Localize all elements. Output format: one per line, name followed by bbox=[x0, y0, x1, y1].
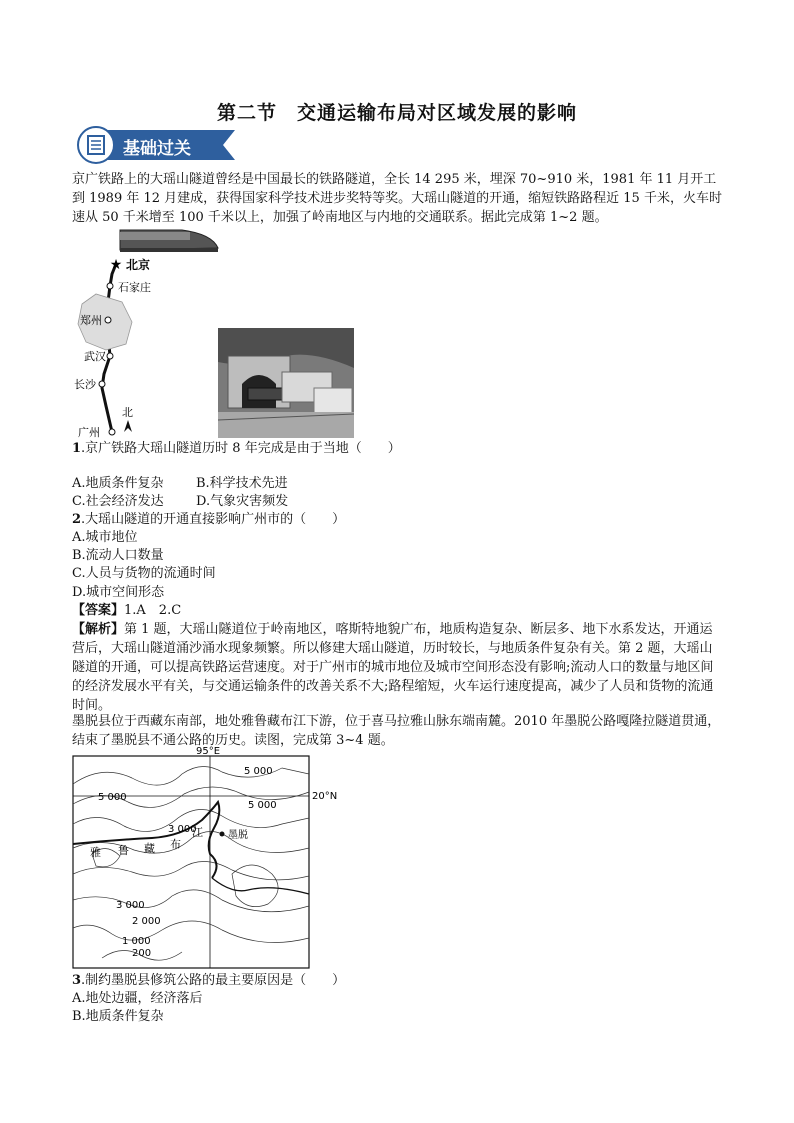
book-icon bbox=[77, 126, 115, 164]
analysis: 【解析】第 1 题，大瑶山隧道位于岭南地区，喀斯特地貌广布，地质构造复杂、断层多、地下水系发达，开通运营后，大瑶山隧道涌沙涌水现象频繁。所以修建大瑶山隧道，历时较长，与地质条件复杂有关。第 2 题，大瑶山隧道的开通，可以提高铁路运营速度。对于广州市的城市地位及城市空间形态没有影响;流动人口的数量与地区间的经济发展水平有关，与交通运输条件的改善关系不大;路程缩短，火车运行速度提高，减少了人员和货物的流通时间。 bbox=[72, 622, 714, 713]
city-beijing: 北京 bbox=[126, 258, 151, 272]
contour-label: 3 000 bbox=[168, 824, 197, 835]
banner-label: 基础过关 bbox=[123, 139, 191, 159]
city-shijiazhuang: 石家庄 bbox=[118, 281, 151, 294]
page-title: 第二节 交通运输布局对区域发展的影响 bbox=[216, 102, 577, 124]
city-marker bbox=[107, 353, 113, 359]
q3-option-b: B.地质条件复杂 bbox=[72, 1009, 164, 1024]
question-1: 1.京广铁路大瑶山隧道历时 8 年完成是由于当地（ ） bbox=[72, 441, 401, 456]
railway-map bbox=[72, 224, 222, 438]
passage-1: 京广铁路上的大瑶山隧道曾经是中国最长的铁路隧道，全长 14 295 米，埋深 70~910 米，1981 年 11 月开工到 1989 年 12 月建成，获得国家科学技术进步奖特等奖。大瑶山隧道的开通，缩短铁路路程近 15 千米，火车时速从 50 千米增至 100 千米以上，加强了岭南地区与内地的交通联系。据此完成第 1~2 题。 bbox=[72, 172, 722, 225]
contour-label: 5 000 bbox=[244, 766, 273, 777]
river-label-char: 雅 bbox=[90, 846, 101, 859]
north-arrow-icon bbox=[124, 420, 132, 432]
north-label: 北 bbox=[122, 406, 133, 419]
town-marker bbox=[220, 832, 225, 837]
contour-label: 3 000 bbox=[116, 900, 145, 911]
q1-option-b: B.科学技术先进 bbox=[196, 476, 288, 491]
city-wuhan: 武汉 bbox=[84, 350, 106, 363]
city-marker bbox=[99, 381, 105, 387]
contour-label: 1 000 bbox=[122, 936, 151, 947]
city-changsha: 长沙 bbox=[74, 378, 96, 391]
q1-option-a: A.地质条件复杂 bbox=[72, 476, 164, 491]
tunnel-photo bbox=[218, 328, 354, 438]
river-label-char: 藏 bbox=[144, 842, 155, 855]
river-label-char: 鲁 bbox=[118, 844, 129, 857]
map-frame bbox=[73, 756, 309, 968]
answer: 【答案】1.A 2.C bbox=[72, 603, 182, 618]
river-label-char: 布 bbox=[170, 838, 181, 851]
q1-option-d: D.气象灾害频发 bbox=[196, 494, 289, 509]
q3-option-a: A.地处边疆，经济落后 bbox=[72, 991, 203, 1006]
passage-2: 墨脱县位于西藏东南部，地处雅鲁藏布江下游，位于喜马拉雅山脉东端南麓。2010 年墨脱公路嘎隆拉隧道贯通，结束了墨脱县不通公路的历史。读图，完成第 3~4 题。 bbox=[72, 714, 721, 748]
city-marker bbox=[107, 283, 113, 289]
q2-option-b: B.流动人口数量 bbox=[72, 548, 164, 563]
longitude-label: 95°E bbox=[196, 746, 221, 757]
train-icon bbox=[120, 230, 218, 252]
contour-label: 2 000 bbox=[132, 916, 161, 927]
q1-option-c: C.社会经济发达 bbox=[72, 494, 164, 509]
city-marker bbox=[109, 429, 115, 435]
river-label-char: 江 bbox=[192, 826, 203, 839]
question-3: 3.制约墨脱县修筑公路的最主要原因是（ ） bbox=[72, 973, 346, 988]
town-label: 墨脱 bbox=[228, 830, 248, 841]
contour-label: 200 bbox=[132, 948, 152, 959]
q2-option-c: C.人员与货物的流通时间 bbox=[72, 566, 216, 581]
q2-option-a: A.城市地位 bbox=[72, 530, 138, 545]
city-marker bbox=[105, 317, 111, 323]
city-guangzhou: 广州 bbox=[78, 426, 100, 438]
question-2: 2.大瑶山隧道的开通直接影响广州市的（ ） bbox=[72, 512, 346, 527]
section-banner bbox=[77, 126, 235, 164]
contour-label: 5 000 bbox=[98, 792, 127, 803]
contour-label: 5 000 bbox=[248, 800, 277, 811]
latitude-label: 20°N bbox=[312, 791, 338, 802]
city-zhengzhou: 郑州 bbox=[80, 314, 102, 327]
beijing-star-icon: ★ bbox=[109, 257, 123, 273]
banner-tail bbox=[223, 130, 235, 160]
q2-option-d: D.城市空间形态 bbox=[72, 585, 165, 600]
contour-map bbox=[72, 744, 342, 972]
